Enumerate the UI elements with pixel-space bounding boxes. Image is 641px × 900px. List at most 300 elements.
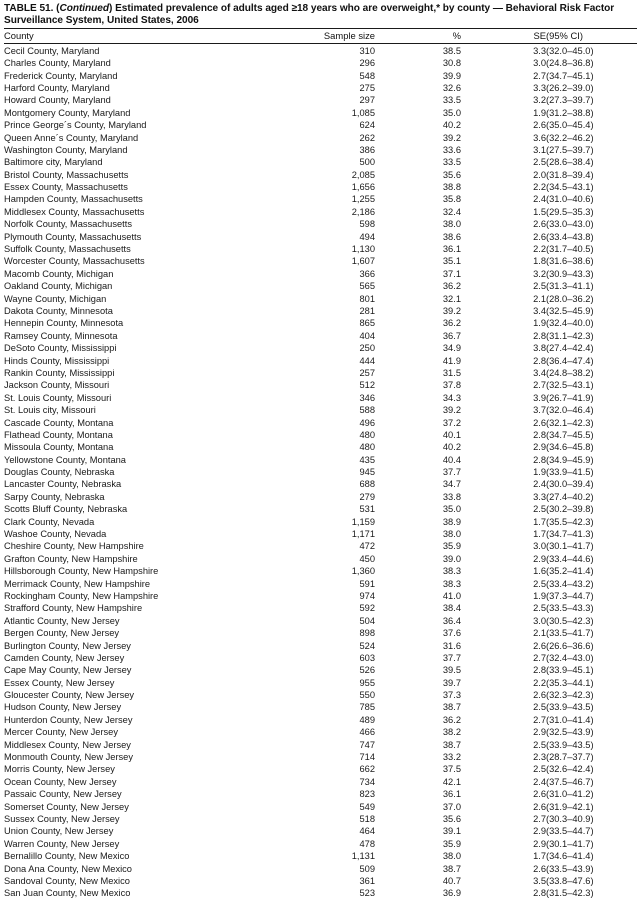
cell-percent: 38.7 (442, 863, 461, 874)
table-row (4, 206, 637, 218)
table-row (4, 95, 637, 107)
cell-ci: (31.5–42.3) (546, 888, 594, 899)
cell-county: Atlantic County, New Jersey (4, 615, 120, 626)
cell-ci: (30.1–41.7) (546, 541, 594, 552)
cell-se: 2.7 (533, 714, 546, 725)
cell-county: Macomb County, Michigan (4, 268, 114, 279)
table-row (4, 690, 637, 702)
cell-ci: (32.4–43.0) (546, 652, 594, 663)
cell-percent: 37.7 (442, 652, 461, 663)
cell-se: 2.8 (533, 330, 546, 341)
cell-ci: (33.5–44.7) (546, 826, 594, 837)
cell-sample-size: 801 (359, 293, 375, 304)
cell-county: Washoe County, Nevada (4, 529, 107, 540)
cell-county: Morris County, New Jersey (4, 764, 115, 775)
cell-se: 2.5 (533, 578, 546, 589)
cell-se: 1.9 (533, 590, 546, 601)
cell-sample-size: 688 (359, 479, 375, 490)
cell-county: DeSoto County, Mississippi (4, 343, 117, 354)
cell-sample-size: 297 (359, 95, 375, 106)
cell-ci: (36.4–47.4) (546, 355, 594, 366)
cell-se: 2.8 (533, 888, 546, 899)
table-row (4, 603, 637, 615)
cell-county: Dona Ana County, New Mexico (4, 863, 132, 874)
cell-sample-size: 480 (359, 442, 375, 453)
cell-sample-size: 1,656 (351, 182, 375, 193)
cell-se: 2.6 (533, 863, 546, 874)
cell-se: 2.8 (533, 665, 546, 676)
table-row (4, 268, 637, 280)
cell-county: St. Louis County, Missouri (4, 392, 112, 403)
cell-ci: (26.2–39.0) (546, 82, 594, 93)
cell-sample-size: 734 (359, 776, 375, 787)
cell-se: 3.0 (533, 541, 546, 552)
column-header-sample-size: Sample size (282, 29, 375, 44)
cell-ci: (34.7–41.3) (546, 529, 594, 540)
cell-se: 2.6 (533, 640, 546, 651)
cell-se: 3.9 (533, 392, 546, 403)
cell-county: Burlington County, New Jersey (4, 640, 131, 651)
cell-county: Hampden County, Massachusetts (4, 194, 143, 205)
cell-ci: (31.3–41.1) (546, 281, 594, 292)
cell-sample-size: 386 (359, 144, 375, 155)
cell-sample-size: 361 (359, 875, 375, 886)
cell-percent: 37.1 (442, 268, 461, 279)
table-row (4, 367, 637, 379)
table-row (4, 467, 637, 479)
cell-ci: (32.6–42.4) (546, 764, 594, 775)
cell-sample-size: 509 (359, 863, 375, 874)
cell-county: Cecil County, Maryland (4, 45, 100, 56)
cell-sample-size: 548 (359, 70, 375, 81)
cell-sample-size: 598 (359, 219, 375, 230)
cell-sample-size: 489 (359, 714, 375, 725)
cell-county: Bernalillo County, New Mexico (4, 851, 130, 862)
cell-se: 1.6 (533, 566, 546, 577)
cell-ci: (35.2–41.4) (546, 566, 594, 577)
cell-percent: 37.3 (442, 690, 461, 701)
table-row (4, 491, 637, 503)
cell-ci: (34.6–45.8) (546, 442, 594, 453)
cell-sample-size: 662 (359, 764, 375, 775)
cell-percent: 38.7 (442, 702, 461, 713)
cell-county: Lancaster County, Nebraska (4, 479, 122, 490)
cell-sample-size: 275 (359, 82, 375, 93)
cell-county: Middlesex County, New Jersey (4, 739, 131, 750)
cell-se: 1.5 (533, 206, 546, 217)
cell-sample-size: 523 (359, 888, 375, 899)
cell-percent: 36.2 (442, 281, 461, 292)
table-row (4, 516, 637, 528)
cell-percent: 33.8 (442, 491, 461, 502)
cell-sample-size: 524 (359, 640, 375, 651)
cell-se: 3.0 (533, 58, 546, 69)
cell-ci: (34.6–41.4) (546, 851, 594, 862)
cell-percent: 31.5 (442, 367, 461, 378)
table-row (4, 417, 637, 429)
cell-sample-size: 603 (359, 652, 375, 663)
cell-county: Norfolk County, Massachusetts (4, 219, 132, 230)
cell-percent: 35.9 (442, 541, 461, 552)
cell-ci: (35.5–42.3) (546, 516, 594, 527)
cell-ci: (33.4–44.6) (546, 553, 594, 564)
table-row (4, 318, 637, 330)
table-row (4, 429, 637, 441)
cell-percent: 38.5 (442, 45, 461, 56)
cell-sample-size: 2,186 (351, 206, 375, 217)
cell-percent: 38.2 (442, 727, 461, 738)
cell-sample-size: 531 (359, 504, 375, 515)
cell-sample-size: 450 (359, 553, 375, 564)
cell-percent: 35.8 (442, 194, 461, 205)
cell-ci: (37.5–46.7) (546, 776, 594, 787)
cell-sample-size: 366 (359, 268, 375, 279)
cell-ci: (37.3–44.7) (546, 590, 594, 601)
cell-percent: 38.8 (442, 182, 461, 193)
cell-percent: 33.5 (442, 157, 461, 168)
cell-se: 2.7 (533, 70, 546, 81)
table-row (4, 120, 637, 132)
cell-percent: 36.4 (442, 615, 461, 626)
cell-ci: (34.7–45.1) (546, 70, 594, 81)
cell-sample-size: 974 (359, 590, 375, 601)
cell-percent: 38.3 (442, 578, 461, 589)
cell-percent: 35.6 (442, 814, 461, 824)
cell-se: 2.2 (533, 182, 546, 193)
cell-ci: (30.2–39.8) (546, 504, 594, 515)
cell-se: 2.0 (533, 169, 546, 180)
cell-county: Hudson County, New Jersey (4, 702, 122, 713)
table-row (4, 652, 637, 664)
prevalence-table (4, 28, 637, 900)
cell-county: Prince George´s County, Maryland (4, 120, 147, 131)
cell-county: Howard County, Maryland (4, 95, 111, 106)
column-header-se: SE (461, 29, 546, 44)
cell-county: Rockingham County, New Hampshire (4, 590, 159, 601)
cell-sample-size: 526 (359, 665, 375, 676)
cell-percent: 36.1 (442, 244, 461, 255)
cell-percent: 37.0 (442, 801, 461, 812)
table-row (4, 875, 637, 887)
table-title-middle: ) Estimated prevalence of adults aged ≥18 years who are overweight, (109, 3, 437, 14)
cell-ci: (26.7–41.9) (546, 392, 594, 403)
cell-ci: (32.5–43.1) (546, 380, 594, 391)
cell-se: 3.0 (533, 615, 546, 626)
cell-county: Flathead County, Montana (4, 429, 113, 440)
cell-se: 2.2 (533, 677, 546, 688)
cell-sample-size: 898 (359, 628, 375, 639)
cell-county: Mercer County, New Jersey (4, 727, 119, 738)
table-row (4, 58, 637, 70)
cell-se: 2.9 (533, 838, 546, 849)
table-row (4, 82, 637, 94)
cell-sample-size: 250 (359, 343, 375, 354)
cell-ci: (33.5–43.9) (546, 863, 594, 874)
cell-sample-size: 1,607 (351, 256, 375, 267)
table-row (4, 144, 637, 156)
cell-sample-size: 518 (359, 814, 375, 824)
cell-percent: 42.1 (442, 776, 461, 787)
cell-percent: 38.3 (442, 566, 461, 577)
cell-county: Charles County, Maryland (4, 58, 111, 69)
table-title (4, 3, 637, 26)
cell-county: Bristol County, Massachusetts (4, 169, 129, 180)
cell-se: 2.8 (533, 429, 546, 440)
cell-percent: 38.7 (442, 739, 461, 750)
cell-percent: 34.9 (442, 343, 461, 354)
cell-percent: 35.0 (442, 107, 461, 118)
cell-ci: (32.5–45.9) (546, 305, 594, 316)
table-row (4, 157, 637, 169)
cell-county: Sandoval County, New Mexico (4, 875, 130, 886)
cell-ci: (34.9–45.9) (546, 454, 594, 465)
cell-se: 2.9 (533, 442, 546, 453)
cell-se: 2.5 (533, 739, 546, 750)
cell-percent: 35.9 (442, 838, 461, 849)
cell-sample-size: 747 (359, 739, 375, 750)
cell-se: 2.6 (533, 801, 546, 812)
column-header-percent: % (375, 29, 461, 44)
cell-ci: (32.2–46.2) (546, 132, 594, 143)
cell-percent: 30.8 (442, 58, 461, 69)
table-header (4, 29, 637, 44)
cell-sample-size: 1,171 (351, 529, 375, 540)
cell-county: Frederick County, Maryland (4, 70, 118, 81)
table-title-prefix: TABLE 51. ( (4, 3, 60, 14)
table-row (4, 392, 637, 404)
cell-se: 3.4 (533, 305, 546, 316)
cell-ci: (31.2–38.8) (546, 107, 594, 118)
cell-county: Sussex County, New Jersey (4, 814, 120, 824)
cell-county: Hillsborough County, New Hampshire (4, 566, 159, 577)
table-row (4, 727, 637, 739)
cell-ci: (26.6–36.6) (546, 640, 594, 651)
cell-county: Oakland County, Michigan (4, 281, 113, 292)
table-row (4, 776, 637, 788)
cell-se: 2.6 (533, 417, 546, 428)
cell-ci: (33.9–45.1) (546, 665, 594, 676)
cell-percent: 33.6 (442, 144, 461, 155)
cell-percent: 36.7 (442, 330, 461, 341)
cell-ci: (28.0–36.2) (546, 293, 594, 304)
cell-sample-size: 480 (359, 429, 375, 440)
cell-sample-size: 1,255 (351, 194, 375, 205)
table-row (4, 578, 637, 590)
cell-se: 2.9 (533, 826, 546, 837)
cell-se: 2.5 (533, 603, 546, 614)
cell-se: 3.8 (533, 343, 546, 354)
cell-se: 1.9 (533, 318, 546, 329)
cell-county: Plymouth County, Massachusetts (4, 231, 142, 242)
table-body (4, 44, 637, 900)
table-row (4, 293, 637, 305)
cell-percent: 38.0 (442, 219, 461, 230)
cell-se: 1.7 (533, 529, 546, 540)
cell-se: 1.9 (533, 107, 546, 118)
column-header-county: County (4, 29, 282, 44)
cell-ci: (32.0–46.4) (546, 405, 594, 416)
cell-sample-size: 281 (359, 305, 375, 316)
table-row (4, 182, 637, 194)
cell-sample-size: 714 (359, 752, 375, 763)
cell-county: Yellowstone County, Montana (4, 454, 126, 465)
table-row (4, 107, 637, 119)
table-row (4, 504, 637, 516)
cell-sample-size: 550 (359, 690, 375, 701)
cell-ci: (27.3–39.7) (546, 95, 594, 106)
cell-sample-size: 1,130 (351, 244, 375, 255)
cell-county: Douglas County, Nebraska (4, 467, 115, 478)
table-row (4, 789, 637, 801)
cell-ci: (31.1–42.3) (546, 330, 594, 341)
cell-county: Essex County, Massachusetts (4, 182, 128, 193)
cell-se: 3.3 (533, 491, 546, 502)
table-row (4, 801, 637, 813)
cell-county: Union County, New Jersey (4, 826, 114, 837)
table-title-suffix: by county — Behavioral Risk Factor (440, 3, 615, 14)
cell-se: 2.5 (533, 504, 546, 515)
table-row (4, 305, 637, 317)
cell-sample-size: 464 (359, 826, 375, 837)
cell-sample-size: 823 (359, 789, 375, 800)
cell-ci: (33.5–41.7) (546, 628, 594, 639)
cell-percent: 36.9 (442, 888, 461, 899)
table-row (4, 702, 637, 714)
cell-ci: (24.8–38.2) (546, 367, 594, 378)
cell-se: 3.6 (533, 132, 546, 143)
cell-county: Monmouth County, New Jersey (4, 752, 134, 763)
cell-county: Warren County, New Jersey (4, 838, 120, 849)
cell-ci: (33.8–47.6) (546, 875, 594, 886)
cell-se: 1.8 (533, 256, 546, 267)
table-row (4, 677, 637, 689)
cell-se: 2.6 (533, 789, 546, 800)
table-row (4, 665, 637, 677)
cell-sample-size: 262 (359, 132, 375, 143)
cell-county: Hinds County, Mississippi (4, 355, 110, 366)
cell-county: Ocean County, New Jersey (4, 776, 117, 787)
cell-se: 2.7 (533, 380, 546, 391)
table-row (4, 442, 637, 454)
cell-sample-size: 466 (359, 727, 375, 738)
cell-se: 3.1 (533, 144, 546, 155)
cell-sample-size: 1,131 (351, 851, 375, 862)
table-row (4, 281, 637, 293)
cell-ci: (33.9–43.5) (546, 739, 594, 750)
cell-sample-size: 565 (359, 281, 375, 292)
cell-percent: 39.2 (442, 305, 461, 316)
cell-percent: 35.1 (442, 256, 461, 267)
cell-percent: 32.1 (442, 293, 461, 304)
cell-sample-size: 512 (359, 380, 375, 391)
table-row (4, 194, 637, 206)
cell-percent: 38.9 (442, 516, 461, 527)
cell-sample-size: 346 (359, 392, 375, 403)
table-row (4, 640, 637, 652)
column-header-ci: (95% CI) (546, 29, 637, 44)
cell-se: 2.9 (533, 553, 546, 564)
cell-se: 1.7 (533, 851, 546, 862)
cell-se: 2.6 (533, 690, 546, 701)
cell-sample-size: 2,085 (351, 169, 375, 180)
cell-sample-size: 494 (359, 231, 375, 242)
cell-county: Strafford County, New Hampshire (4, 603, 143, 614)
footnote-marker: * (436, 3, 441, 14)
table-row (4, 70, 637, 82)
cell-percent: 39.2 (442, 405, 461, 416)
cell-percent: 37.6 (442, 628, 461, 639)
cell-percent: 38.4 (442, 603, 461, 614)
table-title-continued: Continued (59, 3, 110, 14)
cell-county: St. Louis city, Missouri (4, 405, 96, 416)
table-row (4, 405, 637, 417)
cell-sample-size: 785 (359, 702, 375, 713)
cell-sample-size: 500 (359, 157, 375, 168)
cell-se: 2.2 (533, 244, 546, 255)
table-row (4, 553, 637, 565)
cell-ci: (30.9–43.3) (546, 268, 594, 279)
cell-sample-size: 404 (359, 330, 375, 341)
cell-ci: (33.9–41.5) (546, 467, 594, 478)
table-row (4, 243, 637, 255)
table-row (4, 739, 637, 751)
cell-ci: (31.0–41.4) (546, 714, 594, 725)
table-row (4, 752, 637, 764)
cell-se: 2.4 (533, 479, 546, 490)
cell-percent: 38.0 (442, 529, 461, 540)
cell-county: Queen Anne´s County, Maryland (4, 132, 139, 143)
table-row (4, 566, 637, 578)
cell-sample-size: 444 (359, 355, 375, 366)
cell-se: 2.6 (533, 219, 546, 230)
cell-county: Dakota County, Minnesota (4, 305, 113, 316)
cell-se: 2.4 (533, 776, 546, 787)
cell-ci: (31.8–39.4) (546, 169, 594, 180)
cell-percent: 39.9 (442, 70, 461, 81)
cell-ci: (33.4–43.8) (546, 231, 594, 242)
cell-ci: (30.3–40.9) (546, 814, 594, 824)
table-row (4, 528, 637, 540)
cell-county: Worcester County, Massachusetts (4, 256, 145, 267)
cell-se: 1.9 (533, 467, 546, 478)
table-row (4, 256, 637, 268)
table-row (4, 343, 637, 355)
table-row (4, 169, 637, 181)
table-row (4, 590, 637, 602)
cell-ci: (24.8–36.8) (546, 58, 594, 69)
cell-ci: (34.5–43.1) (546, 182, 594, 193)
cell-percent: 37.2 (442, 417, 461, 428)
cell-percent: 34.3 (442, 392, 461, 403)
cell-se: 1.7 (533, 516, 546, 527)
table-row (4, 628, 637, 640)
table-row (4, 380, 637, 392)
cell-sample-size: 592 (359, 603, 375, 614)
cell-ci: (31.7–40.5) (546, 244, 594, 255)
cell-sample-size: 1,159 (351, 516, 375, 527)
cell-ci: (31.9–42.1) (546, 801, 594, 812)
cell-ci: (35.0–45.4) (546, 120, 594, 131)
cell-percent: 36.2 (442, 714, 461, 725)
cell-se: 2.5 (533, 281, 546, 292)
cell-percent: 32.6 (442, 82, 461, 93)
cell-percent: 40.7 (442, 875, 461, 886)
cell-sample-size: 435 (359, 454, 375, 465)
cell-ci: (31.0–41.2) (546, 789, 594, 800)
cell-percent: 35.0 (442, 504, 461, 515)
table-row (4, 231, 637, 243)
cell-se: 2.6 (533, 231, 546, 242)
